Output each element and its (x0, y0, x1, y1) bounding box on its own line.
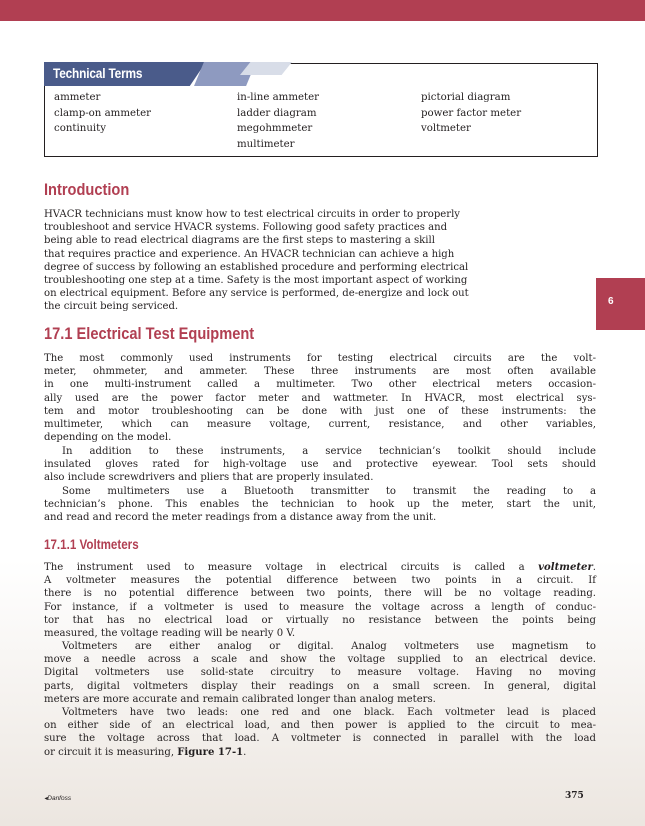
section-paragraph-2: In addition to these instruments, a service technician’s toolkit should include insulated gloves rated for high-voltage use and protective eyewear. Tool sets should also include screwdrivers and pliers that are properly insulated. (44, 446, 596, 484)
terms-column-3 (421, 90, 521, 137)
introduction-paragraph: HVACR technicians must know how to test electrical circuits in order to properly troubleshoot and service HVACR systems. Following good safety practices and being able to read electrical diagrams are the first steps to mastering a skill that requires practice and experience. An HVACR technician can achieve a high degree of success by following an established procedure and performing electrical troubleshooting one step at a time. Safety is the most important aspect of working on electrical equipment. Before any service is performed, de-energize and lock out the circuit being serviced. (44, 209, 469, 313)
section-paragraph-1: The most commonly used instruments for testing electrical circuits are the volt- meter, ohmmeter, and ammeter. These three instruments are most often available in one multi-instrument called a multimeter. Two other electrical meters occasion- ally used are the power factor meter and wattmeter. In HVACR, most electrical sys- tem and motor troubleshooting can be done with just one of these instruments: the multimeter, which can measure voltage, current, resistance, and other variables, depending on the model. (44, 353, 596, 444)
subsection-heading: 17.1.1 Voltmeters (44, 537, 139, 552)
term: pictorial diagram (421, 92, 511, 103)
section-heading: 17.1 Electrical Test Equipment (44, 324, 255, 343)
term: voltmeter (421, 123, 471, 134)
top-color-band (0, 0, 645, 21)
term: clamp-on ammeter (54, 107, 152, 119)
term: power factor meter (421, 107, 522, 119)
figure-reference[interactable]: Figure 17-1 (177, 746, 244, 758)
term: megohmmeter (237, 123, 313, 134)
term: in-line ammeter (237, 92, 320, 103)
term: ammeter (54, 92, 101, 103)
terms-column-1 (54, 90, 151, 137)
term-voltmeter: voltmeter (538, 562, 593, 573)
introduction-heading: Introduction (44, 180, 130, 199)
term: continuity (54, 123, 106, 134)
footer-credit: ◂Danfoss (44, 795, 72, 802)
voltmeter-paragraph-3: Voltmeters have two leads: one red and one black. Each voltmeter lead is placed on either side of an electrical load, and then power is applied to the circuit to mea- sure the voltage across that load. A voltmeter is connected in parallel with the load or circuit it is measuring, Figure 17-1. (44, 707, 596, 758)
page-number: 375 (565, 791, 584, 801)
term: multimeter (237, 138, 295, 150)
technical-terms-title: Technical Terms (53, 66, 143, 81)
voltmeter-paragraph-2: Voltmeters are either analog or digital. Analog voltmeters use magnetism to move a needle across a scale and show the voltage supplied to an electrical device. Digital voltmeters use solid-state circuitry to measure voltage. Having no moving parts, digital voltmeters display their readings on a small screen. In general, digital meters are more accurate and remain calibrated longer than analog meters. (44, 641, 596, 705)
terms-column-2 (237, 90, 319, 152)
chapter-side-tab: 6 (596, 278, 645, 330)
term: ladder diagram (237, 107, 317, 119)
voltmeter-paragraph-1: The instrument used to measure voltage in electrical circuits is called a voltmeter. A voltmeter measures the potential difference between two points in a circuit. If there is no potential difference between two points, there will be no voltage reading. For instance, if a voltmeter is used to measure the voltage across a length of conduc- tor that has no electrical load or virtually no resistance between the points being measured, the voltage reading will be nearly 0 V. (44, 562, 596, 640)
section-paragraph-3: Some multimeters use a Bluetooth transmitter to transmit the reading to a technician’s phone. This enables the technician to hook up the meter, start the unit, and read and record the meter readings from a distance away from the unit. (44, 486, 596, 524)
